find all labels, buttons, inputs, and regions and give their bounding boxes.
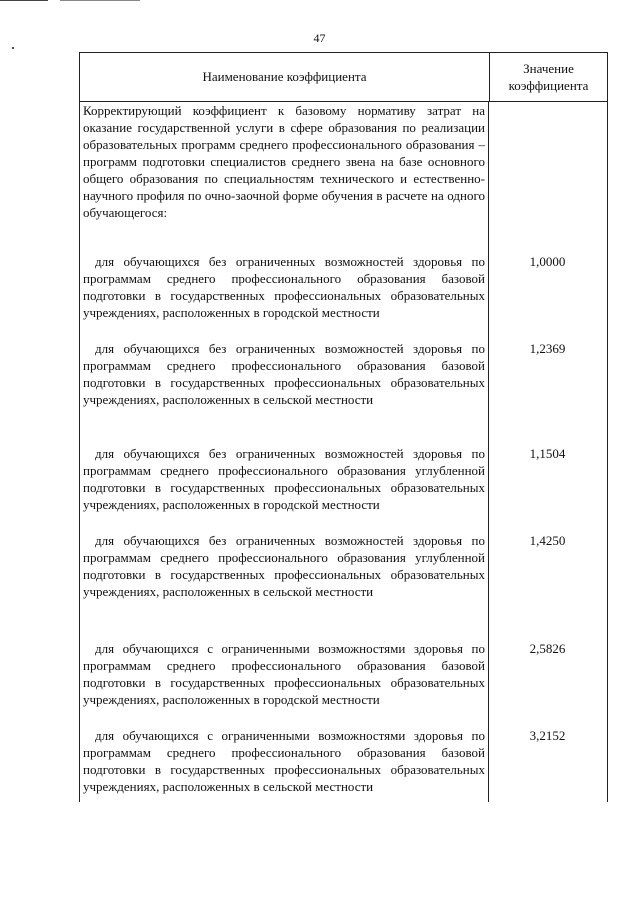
coefficient-description: для обучающихся без ограниченных возможностей здоровья по программам среднего профессионального образования базовой подготовки в государственных профессиональных образовательных учреждениях, расположенных в сельской местности [83,341,485,407]
coefficient-value: 1,1504 [529,446,566,461]
coefficient-value: 2,5826 [529,641,566,656]
coefficient-value: 1,4250 [529,533,566,548]
intro-paragraph: Корректирующий коэффициент к базовому нормативу затрат на оказание государственной услуги в сфере образования по реализации образовательных программ среднего профессионального образования – программ подготовки специалистов среднего звена на базе основного общего образования по специальностям технического и естественно-научного профиля по очно-заочной форме обучения в расчете на одного обучающегося: [83,103,485,220]
coefficient-value: 3,2152 [529,728,566,743]
page-number: 47 [313,31,326,45]
scan-dot [12,47,14,49]
coefficient-description: для обучающихся без ограниченных возможностей здоровья по программам среднего профессионального образования углубленной подготовки в государственных профессиональных образовательных учреждениях, расположенных в городской местности [83,446,485,512]
coefficient-description: для обучающихся без ограниченных возможностей здоровья по программам среднего профессионального образования базовой подготовки в государственных профессиональных образовательных учреждениях, расположенных в городской местности [83,254,485,320]
coefficient-value: 1,2369 [529,341,566,356]
scan-mark-top [0,0,48,1]
coefficient-description: для обучающихся с ограниченными возможностями здоровья по программам среднего профессионального образования базовой подготовки в государственных профессиональных образовательных учреждениях, расположенных в сельской местности [83,728,485,794]
coefficient-value: 1,0000 [529,254,566,269]
coefficient-description: для обучающихся без ограниченных возможностей здоровья по программам среднего профессионального образования углубленной подготовки в государственных профессиональных образовательных учреждениях, расположенных в сельской местности [83,533,485,599]
scan-mark-top-long [60,0,140,1]
table-header-row [80,53,607,102]
header-coefficient-name: Наименование коэффициента [80,53,490,101]
coefficient-description: для обучающихся с ограниченными возможностями здоровья по программам среднего профессионального образования базовой подготовки в государственных профессиональных образовательных учреждениях, расположенных в городской местности [83,641,485,707]
header-coefficient-value: Значение коэффициента [508,61,589,93]
